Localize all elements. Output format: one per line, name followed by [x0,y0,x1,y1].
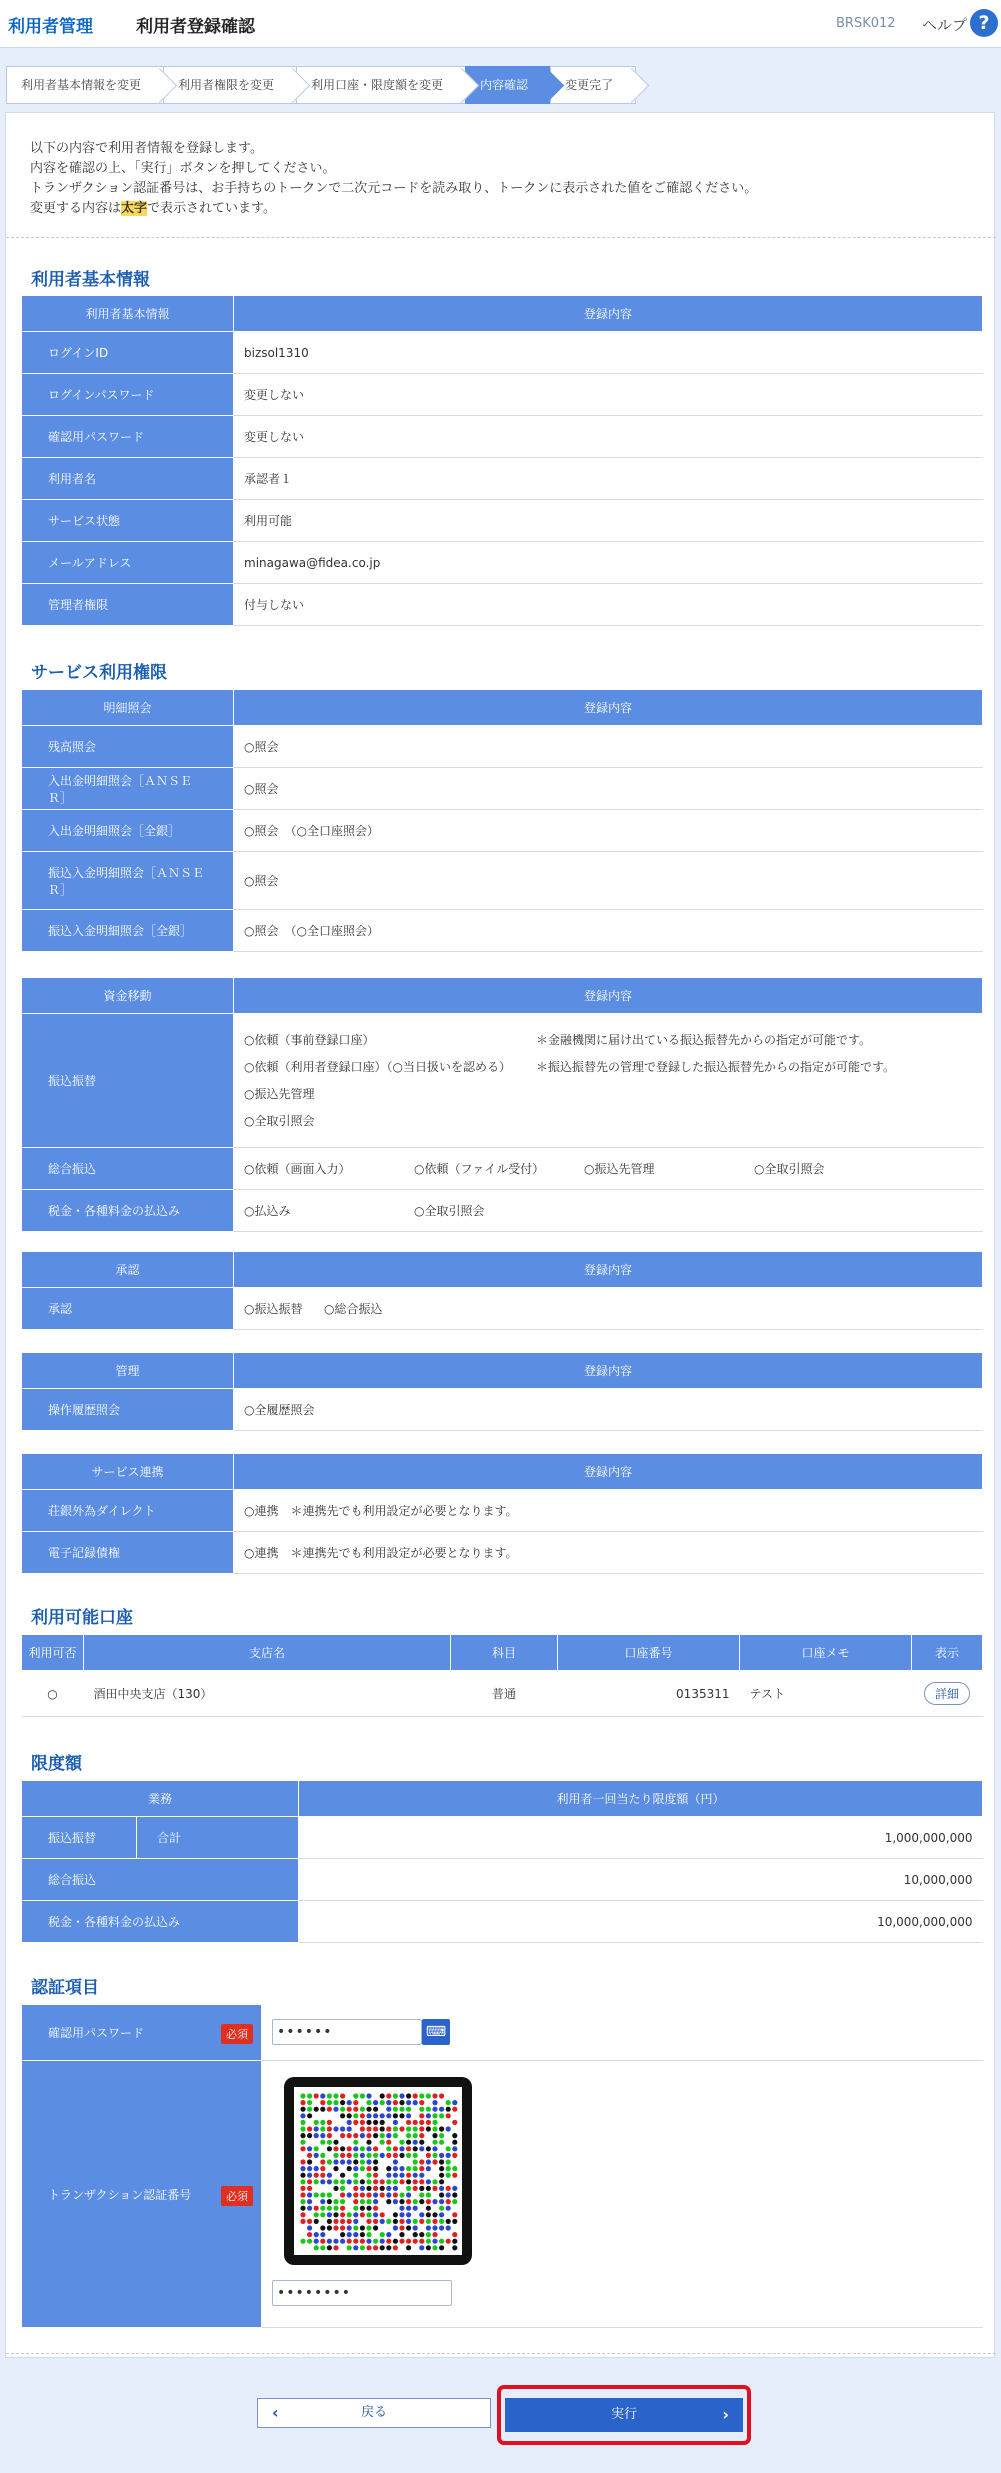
furikomi-line [244,1054,973,1081]
screen-code: BRSK012 [836,16,896,31]
row-label: 税金・各種料金の払込み [22,1901,299,1943]
row-label: 税金・各種料金の払込み [22,1190,234,1232]
row-value: bizsol1310 [234,332,983,374]
row-value: 利用可能 [234,500,983,542]
header-bar [0,0,1001,48]
branch-cell: 酒田中央支店（130） [84,1671,451,1717]
shonin-option: ○総合振込 [324,1302,383,1316]
zeikin-option: ○全取引照会 [414,1204,485,1218]
row-label: 振込入金明細照会［ＡＮＳＥＲ］ [22,852,234,910]
row-value: 変更しない [234,416,983,458]
renkei-table [21,1453,983,1574]
table-header: 利用可否 [22,1635,84,1671]
row-value: ○全履歴照会 [234,1389,983,1431]
table-header: 登録内容 [234,978,983,1014]
row-label: サービス状態 [22,500,234,542]
main-panel [5,112,995,2358]
limit-value: 1,000,000,000 [299,1817,983,1859]
sogo-option: ○全取引照会 [754,1162,825,1176]
furikomi-note: ＊振込振替先の管理で登録した振込振替先からの指定が可能です。 [536,1059,896,1074]
basic-info-table [21,295,983,626]
table-header: 登録内容 [234,1252,983,1288]
row-label: 承認 [22,1288,234,1330]
intro-line: トランザクション認証番号は、お手持ちのトークンで二次元コードを読み取り、トークンに表示された値をご確認ください。 [30,181,758,196]
table-header: 業務 [22,1781,299,1817]
table-header: 管理 [22,1353,234,1389]
txn-cell [262,2061,984,2328]
keyboard-icon[interactable]: ⌨ [422,2019,450,2045]
sogo-option: ○依頼（ファイル受付） [414,1162,545,1176]
row-label: 入出金明細照会［ＡＮＳＥＲ］ [22,768,234,810]
table-header: 登録内容 [234,1353,983,1389]
kanri-table [21,1352,983,1431]
table-header: 承認 [22,1252,234,1288]
page-title: 利用者登録確認 [136,17,255,37]
row-label: 荘銀外為ダイレクト [22,1490,234,1532]
memo-cell: テスト [740,1671,912,1717]
auth-table [21,2004,983,2328]
furikomi-values [234,1014,983,1148]
section-heading-limits: 限度額 [31,1754,82,1774]
step-1: 利用者基本情報を変更 [6,66,164,104]
furikomi-note: ＊金融機関に届け出ている振込振替先からの指定が可能です。 [536,1032,872,1047]
furikomi-line [244,1027,973,1054]
furikomi-option: ○振込先管理 [244,1086,315,1101]
sogo-values [234,1148,983,1190]
kamoku-cell: 普通 [451,1671,558,1717]
row-value: 承認者１ [234,458,983,500]
row-value: 変更しない [234,374,983,416]
back-button[interactable] [257,2398,491,2428]
section-heading-basic: 利用者基本情報 [31,270,150,290]
table-header: 明細照会 [22,690,234,726]
sogo-option: ○振込先管理 [584,1162,655,1176]
row-value: ○照会 [234,726,983,768]
password-cell [262,2005,984,2061]
table-header: 表示 [912,1635,983,1671]
intro-text [30,139,757,219]
shonin-option: ○振込振替 [244,1302,303,1316]
section-title: 利用者管理 [8,17,93,37]
row-value: ○照会 [234,852,983,910]
furikomi-option: ○依頼（事前登録口座） [244,1032,375,1047]
exec-highlight [497,2385,751,2445]
meisai-table [21,689,983,952]
chevron-right-icon: › [722,2405,729,2424]
intro-line [30,199,757,219]
divider [6,237,996,238]
step-5: 変更完了 [550,66,636,104]
detail-button[interactable]: 詳細 [924,1682,970,1705]
intro-text-part: 変更する内容は [30,201,122,216]
required-badge: 必須 [221,2024,253,2044]
intro-text-part: で表示されています。 [147,201,276,216]
row-label: 操作履歴照会 [22,1389,234,1431]
row-label: 総合振込 [22,1859,299,1901]
row-label: 振込入金明細照会［全銀］ [22,910,234,952]
help-link[interactable]: ヘルプ [922,16,968,34]
txn-input[interactable]: •••••••• [272,2280,452,2306]
row-value: minagawa@fidea.co.jp [234,542,983,584]
furikomi-option: ○全取引照会 [244,1113,315,1128]
row-label: 残高照会 [22,726,234,768]
row-label: 確認用パスワード [22,416,234,458]
txn-label-cell [22,2061,262,2328]
limits-table [21,1780,983,1943]
section-heading-auth: 認証項目 [31,1978,99,1998]
row-value: ○照会 （○全口座照会） [234,910,983,952]
row-value: ○連携 ＊連携先でも利用設定が必要となります。 [234,1532,983,1574]
sogo-option: ○依頼（画面入力） [244,1162,351,1176]
limit-value: 10,000,000,000 [299,1901,983,1943]
required-badge: 必須 [221,2186,253,2206]
account-number-cell: 0135311 [558,1671,740,1717]
progress-steps [6,66,635,104]
question-icon[interactable]: ? [970,9,998,37]
table-header: 口座メモ [740,1635,912,1671]
accounts-table [21,1634,983,1717]
row-value: ○照会 （○全口座照会） [234,810,983,852]
section-heading-service: サービス利用権限 [31,663,167,683]
table-header: 口座番号 [558,1635,740,1671]
limit-value: 10,000,000 [299,1859,983,1901]
row-sub-label: 合計 [137,1817,299,1859]
row-label: メールアドレス [22,542,234,584]
password-input[interactable]: •••••• [272,2019,422,2045]
txn-label: トランザクション認証番号 [48,2187,192,2202]
row-value: ○連携 ＊連携先でも利用設定が必要となります。 [234,1490,983,1532]
row-value: ○照会 [234,768,983,810]
row-label: 管理者権限 [22,584,234,626]
intro-line: 以下の内容で利用者情報を登録します。 [30,141,263,156]
avail-cell: ○ [22,1671,84,1717]
table-header: 利用者基本情報 [22,296,234,332]
password-label: 確認用パスワード [48,2026,145,2040]
row-label: ログインID [22,332,234,374]
table-header: 支店名 [84,1635,451,1671]
section-heading-accounts: 利用可能口座 [31,1608,133,1628]
table-header: 利用者一回当たり限度額（円） [299,1781,983,1817]
password-label-cell [22,2005,262,2061]
table-header: サービス連携 [22,1454,234,1490]
zeikin-values [234,1190,983,1232]
shonin-values [234,1288,983,1330]
divider [6,2353,996,2354]
row-label: 電子記録債権 [22,1532,234,1574]
row-label: 入出金明細照会［全銀］ [22,810,234,852]
table-header: 資金移動 [22,978,234,1014]
table-header: 登録内容 [234,296,983,332]
row-label: 振込振替 [22,1817,137,1859]
row-label: ログインパスワード [22,374,234,416]
furikomi-line [244,1081,973,1108]
row-value: 付与しない [234,584,983,626]
table-header: 科目 [451,1635,558,1671]
furikomi-line [244,1108,973,1135]
table-header: 登録内容 [234,1454,983,1490]
row-label: 振込振替 [22,1014,234,1148]
table-header: 登録内容 [234,690,983,726]
action-cell [912,1671,983,1717]
bold-highlight: 太字 [121,201,148,216]
row-label: 総合振込 [22,1148,234,1190]
exec-button[interactable] [505,2398,743,2432]
zeikin-option: ○払込み [244,1204,291,1218]
intro-line: 内容を確認の上、「実行」ボタンを押してください。 [30,161,336,176]
shikin-table [21,977,983,1232]
table-row [22,1671,983,1717]
furikomi-option: ○依頼（利用者登録口座）（○当日扱いを認める） [244,1059,511,1074]
shonin-table [21,1251,983,1330]
back-label: 戻る [360,2405,387,2420]
step-3: 利用口座・限度額を変更 [296,66,466,104]
step-4-current: 内容確認 [465,66,551,104]
exec-label: 実行 [610,2407,637,2422]
chevron-left-icon: ‹ [272,2403,279,2422]
row-label: 利用者名 [22,458,234,500]
step-2: 利用者権限を変更 [163,66,297,104]
qr-code-icon [284,2077,472,2265]
